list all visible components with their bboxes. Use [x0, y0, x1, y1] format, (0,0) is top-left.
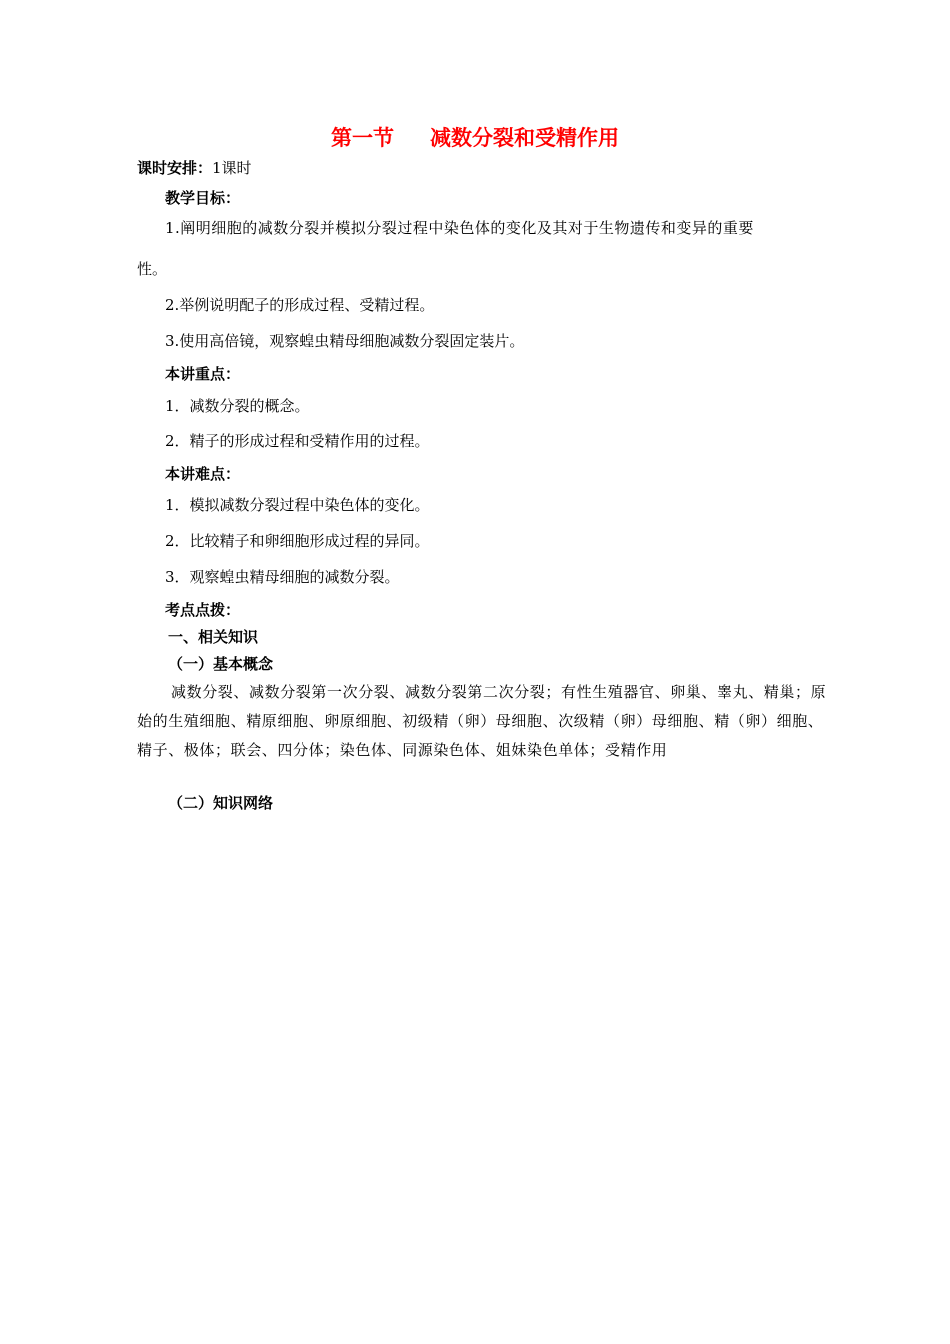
schedule-value: 1课时	[212, 159, 252, 177]
difficult-points-heading: 本讲难点：	[165, 465, 241, 483]
schedule-label: 课时安排：	[137, 159, 213, 177]
subsection-knowledge-network: （二）知识网络	[168, 794, 274, 812]
title-section-name: 减数分裂和受精作用	[430, 126, 619, 150]
key-point-item-1: 1．减数分裂的概念。	[165, 397, 310, 415]
page-title	[0, 124, 950, 152]
objective-item-1-line-2: 性。	[137, 260, 168, 278]
objectives-heading: 教学目标：	[165, 189, 241, 207]
key-points-heading: 本讲重点：	[165, 365, 241, 383]
difficult-point-item-3: 3．观察蝗虫精母细胞的减数分裂。	[165, 568, 400, 586]
title-section-number: 第一节	[331, 126, 394, 150]
exam-points-heading: 考点点拨：	[165, 601, 241, 619]
objective-item-3: 3.使用高倍镜，观察蝗虫精母细胞减数分裂固定装片。	[165, 332, 525, 350]
difficult-point-item-2: 2．比较精子和卵细胞形成过程的异同。	[165, 532, 430, 550]
objective-item-1-line-1: 1.阐明细胞的减数分裂并模拟分裂过程中染色体的变化及其对于生物遗传和变异的重要	[165, 219, 754, 237]
schedule-line	[137, 158, 252, 178]
objective-item-2: 2.举例说明配子的形成过程、受精过程。	[165, 296, 435, 314]
concepts-paragraph: 减数分裂、减数分裂第一次分裂、减数分裂第二次分裂；有性生殖器官、卵巢、睾丸、精巢；原始的生殖细胞、精原细胞、卵原细胞、初级精（卵）母细胞、次级精（卵）母细胞、精（卵）细胞、精子、极体；联会、四分体；染色体、同源染色体、姐妹染色单体；受精作用	[137, 683, 827, 759]
key-point-item-2: 2．精子的形成过程和受精作用的过程。	[165, 432, 430, 450]
difficult-point-item-1: 1．模拟减数分裂过程中染色体的变化。	[165, 496, 430, 514]
subsection-basic-concepts: （一）基本概念	[168, 655, 274, 673]
section-related-knowledge: 一、相关知识	[168, 628, 259, 646]
